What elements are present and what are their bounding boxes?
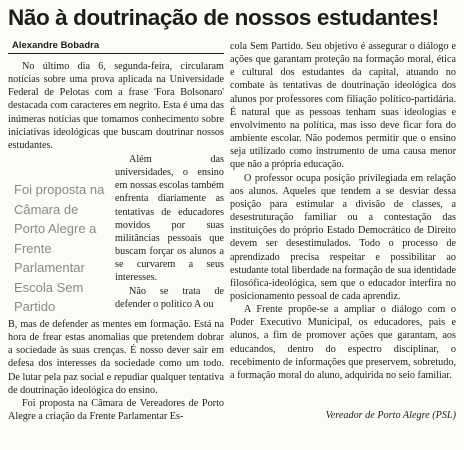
article-headline: Não à doutrinação de nossos estudantes! bbox=[8, 5, 439, 30]
paragraph: O professor ocupa posição privilegiada em relação aos alunos. Aqueles que tendem a se desviar dessa posição para estimular a divisão de classes, a desestruturação familiar ou a contestação das instituições do próprio Estado Democrático de Direito devem ser desestimulados. Todo o processo de aprendizado precisa respeitar e possibilitar ao estudante total liberdade na formação de sua identidade filosófica-ideológica, sem que o educador interfira no posicionamento pessoal de cada aprendiz. bbox=[230, 172, 457, 302]
column-2 bbox=[230, 40, 456, 382]
paragraph: A Frente propõe-se a ampliar o diálogo com o Poder Executivo Municipal, os educadores, pais e alunos, a fim de promover ações que garantam, aos educandos, dentro do espectro disciplinar, o recebimento de informações que preservem, sobretudo, a formação moral do aluno, adquirida no seio familiar. bbox=[230, 304, 456, 381]
column-1-middle bbox=[115, 153, 224, 311]
paragraph: Além das universidades, o ensino em nossas escolas também enfrenta diariamente as tentativas de educadores movidos por suas militâncias pessoais que buscam forçar os alunos a se curvarem a seus interesses. bbox=[115, 154, 224, 284]
paragraph: No último dia 6, segunda-feira, circularam notícias sobre uma prova aplicada na Universidade Federal de Pelotas com a frase 'Fora Bolsonaro' destacada com caracteres em negrito. Esta é uma das inúmeras notícias que tomamos conhecimento sobre iniciativas ideológicas que buscam doutrinar nossos estudantes. bbox=[8, 61, 224, 151]
pull-quote: Foi proposta na Câmara de Porto Alegre a Frente Parlamentar Escola Sem Partido bbox=[14, 182, 105, 314]
column-1-top bbox=[8, 60, 224, 152]
byline-divider bbox=[8, 53, 224, 54]
author-signature: Vereador de Porto Alegre (PSL) bbox=[325, 410, 456, 421]
paragraph: Foi proposta na Câmara de Vereadores de Porto Alegre a criação da Frente Parlamentar Es- bbox=[8, 397, 224, 423]
paragraph: cola Sem Partido. Seu objetivo é assegurar o diálogo e ações que garantam proteção na formação moral, ética e cultural dos estudantes da capital, atuando no combate às tentativas de doutrinação ideológica dos alunos por professores com filiação político-partidária. É natural que as pessoas tenham suas ideologias e envolvimento na política, mas isso deve ficar fora do ambiente escolar. Não podemos permitir que o ensino seja utilizado como instrumento de uma causa menor que não a própria educação. bbox=[230, 41, 456, 171]
paragraph: Não se trata de defender o político A ou bbox=[115, 285, 224, 310]
paragraph: B, mas de defender as mentes em formação. Está na hora de frear estas anomalias que pretendem dobrar a sociedade às suas crenças. É nosso dever sair em defesa dos interesses da sociedade como um todo. De lutar pela paz social e repudiar qualquer tentativa de doutrinação ideológica do ensino. bbox=[8, 319, 224, 396]
article-author: Alexandre Bobadra bbox=[12, 40, 100, 51]
column-1-bottom bbox=[8, 318, 224, 423]
